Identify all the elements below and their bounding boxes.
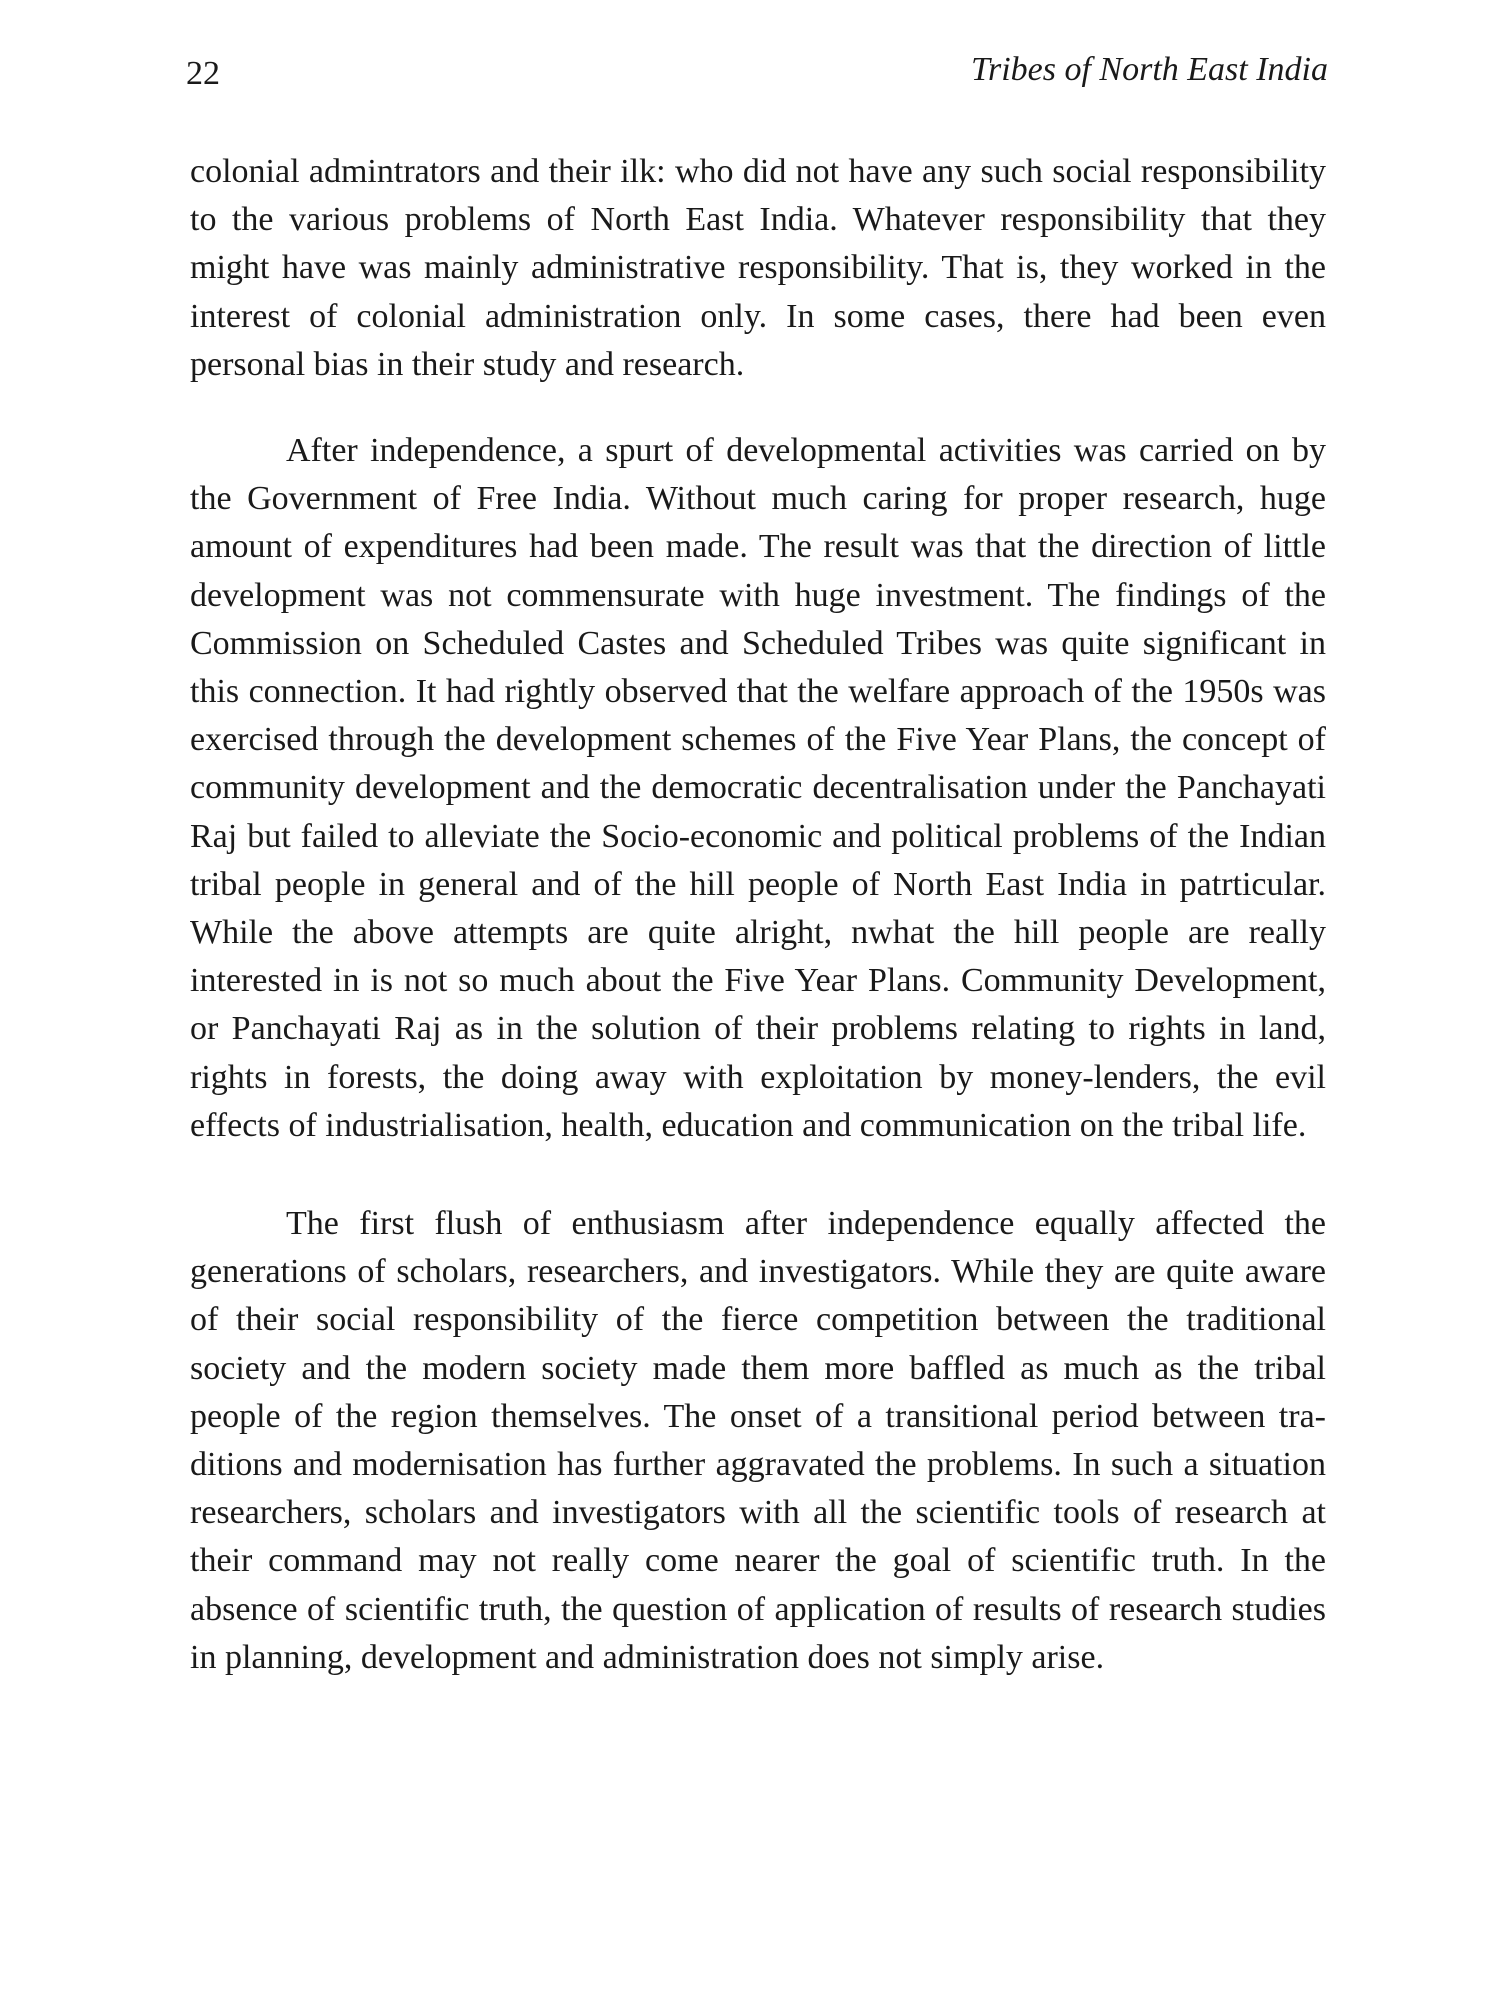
paragraph-3: The first flush of enthusiasm after independence equally affected the generations of scholars, researchers, and investigators. While they are quite aware of their social responsibility of the fierce competition between the traditional society and the modern society made them more baffled as much as the tribal people of the region themselves. The onset of a transitional period between traditions and modernisation has further aggravated the problems. In such a situation researchers, scholars and investigators with all the scientific tools of research at their command may not really come nearer the goal of scientific truth. In the absence of scientific truth, the question of application of results of research studies in planning, development and administration does not simply arise. <box>190 1205 1326 1676</box>
paragraph-1: colonial admintrators and their ilk: who did not have any such social responsibility to the various problems of North East India. Whatever responsibility that they might have was mainly administrative responsibility. That is, they worked in the interest of colonial administration only. In some cases, there had been even personal bias in their study and research. <box>190 153 1326 383</box>
page-number: 22 <box>186 55 220 92</box>
body-text <box>190 148 1326 1682</box>
paragraph-2: After independence, a spurt of developmental activities was carried on by the Government of Free India. Without much caring for proper research, huge amount of expenditures had been made. The result was that the direction of little development was not commensurate with huge investment. The findings of the Commission on Scheduled Castes and Scheduled Tribes was quite significant in this connection. It had rightly observed that the welfare approach of the 1950s was exercised through the development schemes of the Five Year Plans, the concept of community development and the democratic decentralisation under the Panchayati Raj but failed to alleviate the Socio-economic and political problems of the Indian tribal people in general and of the hill people of North East India in patrticular. While the above attempts are quite alright, nwhat the hill people are really interested in is not so much about the Five Year Plans. Community Development, or Panchayati Raj as in the solution of their problems relating to rights in land, rights in forests, the doing away with exploitation by money-lenders, the evil effects of industrialisation, health, education and communication on the tribal life. <box>190 432 1326 1144</box>
running-title: Tribes of North East India <box>970 51 1328 88</box>
